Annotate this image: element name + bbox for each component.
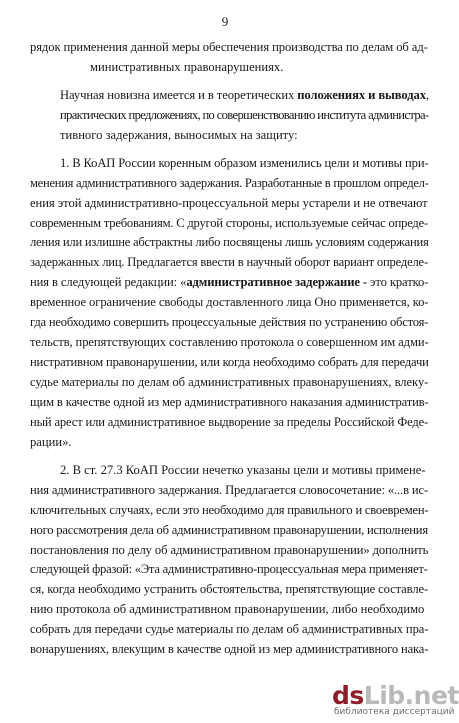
text-line: ния административного задержания. Предлагается словосочетание: «...в ис- <box>30 482 429 497</box>
dslib-logo-lib: Lib.net <box>363 681 459 710</box>
text-line-with-emphasis: ния в следующей редакции: «административное задержание - это кратко- <box>30 275 429 290</box>
text-line: судье материалы по делам об административных правонарушениях, влеку- <box>30 375 429 389</box>
text-line: ного рассмотрения дела об административном правонарушении, исполнения <box>30 522 428 537</box>
text-line: постановления по делу об административном правонарушении» дополнить <box>30 542 429 557</box>
text-line: нию протокола об административном правонарушении, либо необходимо <box>30 602 425 617</box>
text-line: 2. В ст. 27.3 КоАП России нечетко указаны цели и мотивы примене- <box>60 462 426 477</box>
text-line: вонарушениях, влекущим в качестве одной из мер административного нака- <box>30 642 429 657</box>
text-line: следующей фразой: «Эта административно-процессуальная мера применяет- <box>30 562 428 577</box>
dslib-logo-ds: ds <box>332 681 364 710</box>
text-line: ения этой административно-процессуальной меры устарели и не отвечают <box>30 195 428 210</box>
text-line: нистративном правонарушении, или когда необходимо собрать для передачи <box>30 355 429 370</box>
text-line: ный арест или административное выдворение за пределы Российской Феде- <box>30 414 429 429</box>
text-line: собрать для передачи судье материалы по делам об административных пра- <box>30 622 429 637</box>
text-line: ления или излишне абстрактны либо посвящены лишь условиям содержания <box>30 235 429 250</box>
text-line: ся, когда необходимо устранить обстоятельства, препятствующие составле- <box>30 582 429 597</box>
text-line: рации». <box>30 434 72 449</box>
dslib-watermark <box>324 681 459 721</box>
text-line: щим в качестве одной из мер административного наказания административ- <box>30 394 429 409</box>
text-line: тивного задержания, выносимых на защиту: <box>60 127 298 142</box>
text-line: рядок применения данной меры обеспечения производства по делам об ад- <box>30 40 428 54</box>
text-line: ключительных случаях, если это необходимо для правильного и своевремен- <box>30 502 429 517</box>
text-line: тельств, препятствующих составлению протокола о совершенном им адми- <box>30 335 429 350</box>
text-line: задержанных лиц. Предлагается ввести в научный оборот вариант определе- <box>30 255 428 270</box>
text-line: менения административного задержания. Разработанные в прошлом определ- <box>30 175 429 190</box>
emphasized-phrase: Научная новизна имеется и в теоретических положениях и выводах, <box>60 87 430 102</box>
text-line: министративных правонарушениях. <box>90 59 284 74</box>
text-line: гда необходимо совершить процессуальные действия по устранению обстоя- <box>30 315 429 330</box>
dslib-logo <box>332 681 459 710</box>
body-text <box>30 38 428 660</box>
text-line: практических предложениях, по совершенствованию института администра- <box>60 107 429 122</box>
text-line-with-emphasis <box>30 86 428 106</box>
text-line: современным требованиям. С другой стороны, используемые сейчас опреде- <box>30 215 428 230</box>
text-line: 1. В КоАП России коренным образом изменились цели и мотивы при- <box>60 155 429 170</box>
page-number: 9 <box>221 14 229 29</box>
dslib-caption: библиотека диссертаций <box>334 707 455 717</box>
text-line: временное ограничение свободы доставленного лица Оно применяется, ко- <box>30 295 429 310</box>
